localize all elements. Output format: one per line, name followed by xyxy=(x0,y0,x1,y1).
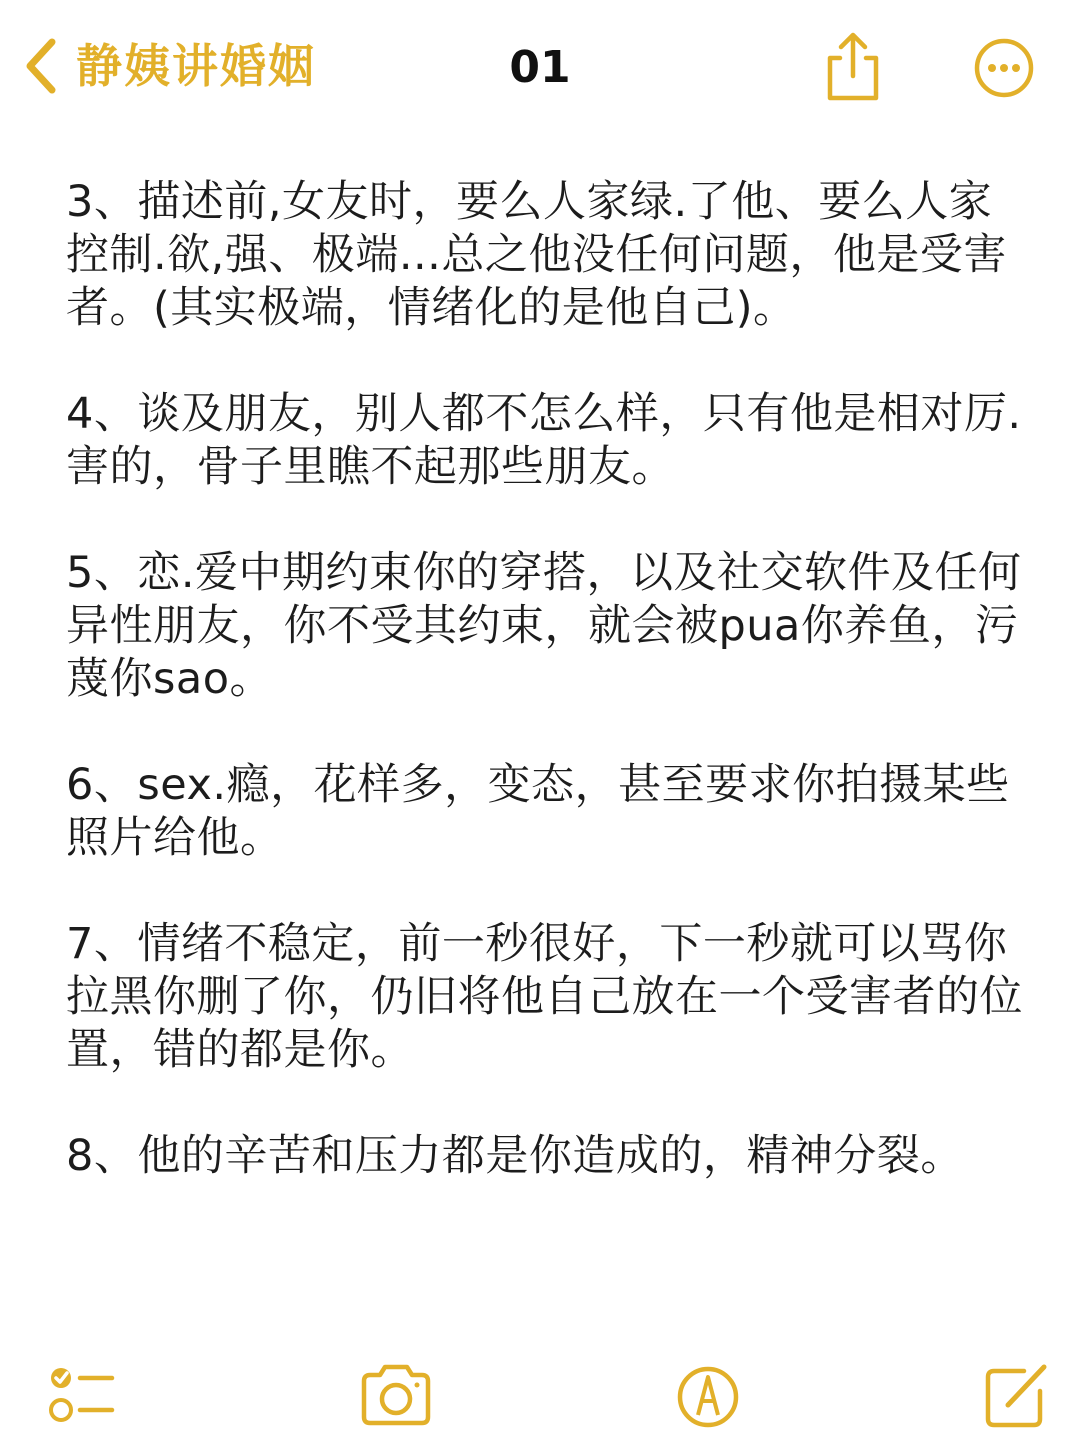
more-button[interactable] xyxy=(966,28,1036,104)
note-paragraph-8: 8、他的辛苦和压力都是你造成的，精神分裂。 xyxy=(66,1131,964,1181)
share-button[interactable] xyxy=(818,28,888,104)
checklist-button[interactable] xyxy=(44,1355,124,1435)
note-paragraph-5: 5、恋.爱中期约束你的穿搭，以及社交软件及任何异性朋友，你不受其约束，就会被pua你养鱼，污蔑你sao。 xyxy=(66,548,1022,704)
markup-icon xyxy=(672,1355,752,1435)
chevron-left-icon xyxy=(22,36,58,96)
note-paragraph-6: 6、sex.瘾，花样多，变态，甚至要求你拍摄某些照片给他。 xyxy=(66,760,1010,863)
back-button[interactable] xyxy=(22,30,316,102)
bottom-toolbar xyxy=(0,1345,1080,1435)
note-paragraph-7: 7、情绪不稳定，前一秒很好，下一秒就可以骂你拉黑你删了你，仍旧将他自己放在一个受害者的位置，错的都是你。 xyxy=(66,919,1023,1075)
navigation-bar xyxy=(0,0,1080,140)
markup-button[interactable] xyxy=(672,1355,752,1435)
compose-icon xyxy=(978,1355,1058,1435)
camera-button[interactable] xyxy=(356,1355,436,1435)
note-body[interactable] xyxy=(66,176,1026,1236)
more-icon xyxy=(966,28,1036,104)
compose-button[interactable] xyxy=(978,1355,1058,1435)
share-icon xyxy=(818,28,888,104)
back-button-label: 静姨讲婚姻 xyxy=(76,39,316,93)
note-paragraph-4: 4、谈及朋友，别人都不怎么样，只有他是相对厉.害的，骨子里瞧不起那些朋友。 xyxy=(66,389,1022,492)
note-paragraph-3: 3、描述前,女友时，要么人家绿.了他、要么人家控制.欲,强、极端...总之他没任何问题，他是受害者。(其实极端，情绪化的是他自己)。 xyxy=(66,177,1007,333)
checklist-icon xyxy=(44,1355,124,1435)
camera-icon xyxy=(356,1355,436,1435)
page-title: 01 xyxy=(509,42,571,93)
